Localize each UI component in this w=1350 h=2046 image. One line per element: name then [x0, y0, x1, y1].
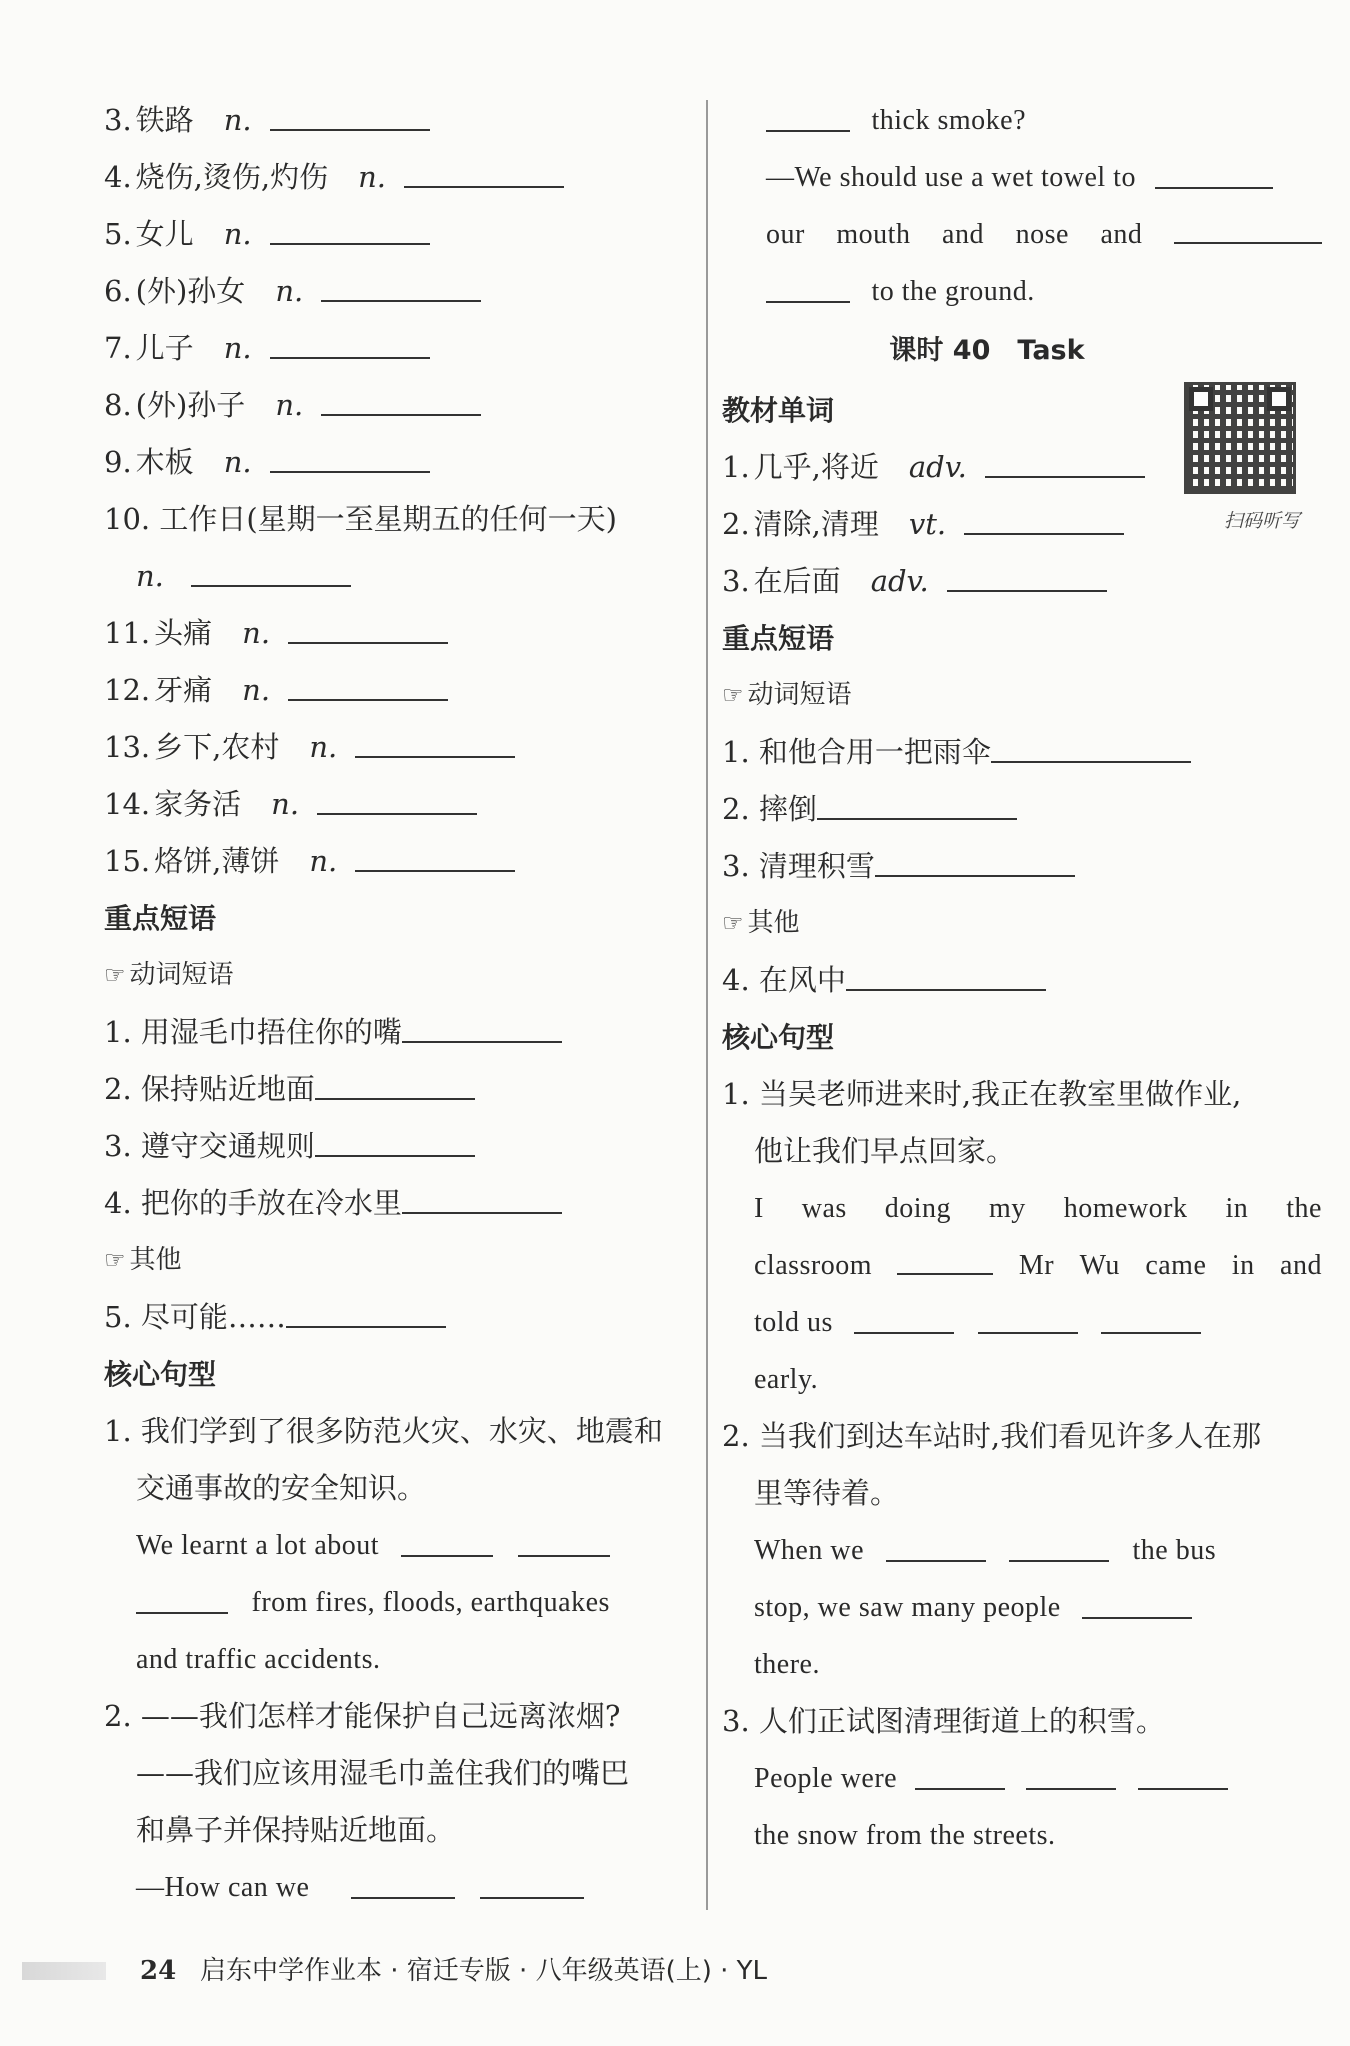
item-number: 6.: [104, 274, 132, 308]
phrase-chinese: 2. 保持贴近地面: [104, 1072, 315, 1106]
vocab-item: [104, 263, 694, 320]
phrase-chinese: 4. 在风中: [722, 963, 846, 997]
answer-blank[interactable]: [766, 130, 850, 132]
qr-label: 扫码听写: [1223, 510, 1300, 532]
sentence-chinese: 1. 当吴老师进来时,我正在教室里做作业,: [722, 1077, 1242, 1111]
vocab-chinese: 牙痛: [154, 673, 213, 707]
sentence-english: People were: [722, 1750, 1322, 1807]
answer-blank[interactable]: [991, 761, 1191, 763]
phrase-item: [104, 1061, 694, 1118]
vocab-item: [104, 206, 694, 263]
item-number: 11.: [104, 616, 151, 650]
sentence-word: mouth: [836, 219, 911, 250]
answer-blank[interactable]: [518, 1555, 610, 1557]
vocab-chinese: (外)孙女: [135, 274, 246, 308]
phrase-item: [104, 1289, 694, 1346]
answer-blank[interactable]: [1174, 242, 1322, 244]
phrase-item: [722, 781, 1322, 838]
answer-blank[interactable]: [978, 1332, 1078, 1334]
part-of-speech: n.: [358, 160, 387, 194]
vocab-item: [104, 320, 694, 377]
part-of-speech: n.: [136, 559, 164, 593]
part-of-speech: n.: [223, 331, 252, 365]
answer-blank[interactable]: [1138, 1788, 1228, 1790]
sentence-chinese: 1. 我们学到了很多防范火灾、水灾、地震和: [104, 1414, 663, 1448]
pointing-hand-icon: ☞: [722, 909, 744, 937]
answer-blank[interactable]: [270, 357, 430, 359]
vocab-section: [722, 382, 1322, 610]
vocab-list: [722, 439, 1322, 610]
answer-blank[interactable]: [964, 533, 1124, 535]
answer-blank[interactable]: [1155, 187, 1273, 189]
page-footer: [0, 1950, 1350, 2000]
sentence-english: We learnt a lot about: [104, 1517, 694, 1574]
sentence-english: the snow from the streets.: [754, 1820, 1056, 1851]
answer-blank[interactable]: [402, 1041, 562, 1043]
answer-blank[interactable]: [288, 642, 448, 644]
answer-blank[interactable]: [766, 301, 850, 303]
answer-blank[interactable]: [1082, 1617, 1192, 1619]
vocab-item: [104, 776, 694, 833]
vocab-chinese: 女儿: [135, 217, 194, 251]
part-of-speech: n.: [309, 844, 338, 878]
sentence-english: classroom Mr Wu came in and: [722, 1237, 1322, 1294]
sentence-word: was: [801, 1193, 847, 1224]
answer-blank[interactable]: [351, 1897, 455, 1899]
sentence-chinese: 2. 当我们到达车站时,我们看见许多人在那: [722, 1419, 1262, 1453]
section-heading: 重点短语: [104, 902, 217, 935]
answer-blank[interactable]: [286, 1326, 446, 1328]
phrase-chinese: 1. 用湿毛巾捂住你的嘴: [104, 1015, 402, 1049]
sentence-english: from fires, floods, earthquakes: [104, 1574, 694, 1631]
phrase-item: [722, 724, 1322, 781]
phrase-list: [104, 1289, 694, 1346]
answer-blank[interactable]: [288, 699, 448, 701]
sentence-word: in: [1231, 1250, 1255, 1281]
page-number: 24: [140, 1956, 177, 1986]
part-of-speech: n.: [271, 787, 300, 821]
vocab-item: [722, 553, 1322, 610]
answer-blank[interactable]: [854, 1332, 954, 1334]
answer-blank[interactable]: [404, 186, 564, 188]
sentence-word: our: [766, 219, 805, 250]
answer-blank[interactable]: [817, 818, 1017, 820]
phrase-list: [722, 952, 1322, 1009]
answer-blank[interactable]: [270, 243, 430, 245]
phrase-chinese: 2. 摔倒: [722, 792, 817, 826]
phrase-chinese: 5. 尽可能……: [104, 1300, 286, 1334]
answer-blank[interactable]: [401, 1555, 493, 1557]
vocab-chinese: 烧伤,烫伤,灼伤: [135, 160, 329, 194]
answer-blank[interactable]: [317, 813, 477, 815]
vocab-item: [104, 149, 694, 206]
sentence-english: [722, 206, 1322, 263]
part-of-speech: n.: [223, 217, 252, 251]
item-number: 1.: [722, 450, 750, 484]
vocab-list: [104, 605, 694, 890]
vocab-item: [104, 662, 694, 719]
sentence-word: nose: [1015, 219, 1069, 250]
item-number: 9.: [104, 445, 132, 479]
sentence-word: homework: [1063, 1193, 1188, 1224]
part-of-speech: n.: [223, 103, 252, 137]
answer-blank[interactable]: [355, 870, 515, 872]
sentence-english: —How can we: [104, 1859, 694, 1916]
part-of-speech: adv.: [870, 564, 929, 598]
vocab-item: [104, 719, 694, 776]
vocab-chinese: 几乎,将近: [753, 450, 879, 484]
vocab-chinese: 木板: [135, 445, 194, 479]
answer-blank[interactable]: [315, 1155, 475, 1157]
phrase-list: [104, 1004, 694, 1232]
vocab-chinese: 头痛: [154, 616, 213, 650]
phrase-item: [722, 838, 1322, 895]
item-number: 12.: [104, 673, 151, 707]
sentence-english: and traffic accidents.: [136, 1644, 381, 1675]
answer-blank[interactable]: [846, 989, 1046, 991]
part-of-speech: adv.: [908, 450, 967, 484]
section-heading: 核心句型: [104, 1358, 217, 1391]
sentence-word: Mr: [1018, 1250, 1055, 1281]
sentence-english: there.: [754, 1649, 820, 1680]
vocab-item: [104, 377, 694, 434]
item-number: 3.: [104, 103, 132, 137]
part-of-speech: n.: [242, 616, 271, 650]
lesson-title: 课时 40 Task: [889, 335, 1085, 366]
sentence-word: came: [1145, 1250, 1207, 1281]
sentence-english: told us: [722, 1294, 1322, 1351]
sentence-word: the: [1286, 1193, 1322, 1224]
sentence-chinese: 交通事故的安全知识。: [136, 1471, 427, 1505]
item-number: 8.: [104, 388, 132, 422]
vocab-item: [722, 439, 1322, 496]
pointing-hand-icon: ☞: [104, 961, 126, 989]
part-of-speech: n.: [275, 388, 304, 422]
column-divider: [706, 100, 708, 1910]
phrase-list: [722, 724, 1322, 895]
vocab-item: [104, 491, 694, 548]
footer-text: 启东中学作业本 · 宿迁专版 · 八年级英语(上) · YL: [200, 1956, 768, 1986]
vocab-chinese: 在后面: [753, 564, 841, 598]
answer-blank[interactable]: [270, 471, 430, 473]
vocab-item: [722, 496, 1322, 553]
right-column: [722, 92, 1322, 1864]
vocab-chinese: 10. 工作日(星期一至星期五的任何一天): [104, 502, 617, 536]
vocab-chinese: 家务活: [154, 787, 242, 821]
sentence-word: doing: [884, 1193, 952, 1224]
phrase-chinese: 3. 清理积雪: [722, 849, 875, 883]
answer-blank[interactable]: [915, 1788, 1005, 1790]
item-number: 7.: [104, 331, 132, 365]
footer-decoration: [22, 1962, 106, 1980]
sentence-english: thick smoke?: [722, 92, 1322, 149]
phrase-item: [104, 1118, 694, 1175]
answer-blank[interactable]: [985, 476, 1145, 478]
left-column: [104, 92, 694, 1916]
sentence-english: When we the bus: [754, 1535, 1217, 1566]
vocab-chinese: 清除,清理: [753, 507, 879, 541]
subsection-label: ☞ 其他: [104, 1245, 182, 1275]
sentence-english: stop, we saw many people: [722, 1579, 1322, 1636]
answer-blank[interactable]: [875, 875, 1075, 877]
item-number: 14.: [104, 787, 151, 821]
pointing-hand-icon: ☞: [722, 681, 744, 709]
sentence-chinese: ——我们应该用湿毛巾盖住我们的嘴巴: [136, 1756, 630, 1790]
item-number: 2.: [722, 507, 750, 541]
section-heading: 重点短语: [722, 622, 835, 655]
sentence-english: [722, 1180, 1322, 1237]
answer-blank[interactable]: [321, 414, 481, 416]
part-of-speech: n.: [242, 673, 271, 707]
answer-blank[interactable]: [270, 129, 430, 131]
sentence-chinese: 2. ——我们怎样才能保护自己远离浓烟?: [104, 1699, 621, 1733]
phrase-chinese: 4. 把你的手放在冷水里: [104, 1186, 402, 1220]
section-heading: 教材单词: [722, 394, 835, 427]
answer-blank[interactable]: [355, 756, 515, 758]
answer-blank[interactable]: [1026, 1788, 1116, 1790]
vocab-item: [104, 548, 694, 605]
section-heading: 核心句型: [722, 1021, 835, 1054]
sentence-word: Wu: [1079, 1250, 1120, 1281]
answer-blank[interactable]: [480, 1897, 584, 1899]
vocab-chinese: (外)孙子: [135, 388, 246, 422]
subsection-label: ☞ 动词短语: [104, 960, 234, 990]
phrase-item: [104, 1004, 694, 1061]
sentence-chinese: 3. 人们正试图清理街道上的积雪。: [722, 1704, 1165, 1738]
sentence-chinese: 和鼻子并保持贴近地面。: [136, 1813, 456, 1847]
item-number: 5.: [104, 217, 132, 251]
item-number: 15.: [104, 844, 151, 878]
sentence-english: —We should use a wet towel to: [722, 149, 1322, 206]
answer-blank[interactable]: [321, 300, 481, 302]
vocab-item: [104, 434, 694, 491]
sentence-english: to the ground.: [722, 263, 1322, 320]
vocab-item: [104, 92, 694, 149]
answer-blank[interactable]: [886, 1560, 986, 1562]
subsection-label: ☞ 动词短语: [722, 680, 852, 710]
sentence-word: and: [1280, 1250, 1322, 1281]
answer-blank[interactable]: [402, 1212, 562, 1214]
answer-blank[interactable]: [897, 1273, 993, 1275]
vocab-chinese: 乡下,农村: [154, 730, 280, 764]
subsection-label: ☞ 其他: [722, 908, 800, 938]
answer-blank[interactable]: [947, 590, 1107, 592]
answer-blank[interactable]: [1009, 1560, 1109, 1562]
vocab-chinese: 铁路: [135, 103, 194, 137]
sentence-word: and: [1100, 219, 1143, 250]
answer-blank[interactable]: [315, 1098, 475, 1100]
sentence-word: I: [754, 1193, 764, 1224]
part-of-speech: vt.: [908, 507, 947, 541]
sentence-word: in: [1225, 1193, 1249, 1224]
sentence-word: and: [942, 219, 984, 250]
item-number: 3.: [722, 564, 750, 598]
vocab-list: [104, 92, 694, 491]
phrase-item: [104, 1175, 694, 1232]
answer-blank[interactable]: [1101, 1332, 1201, 1334]
vocab-chinese: 儿子: [135, 331, 194, 365]
phrase-chinese: 1. 和他合用一把雨伞: [722, 735, 991, 769]
answer-blank[interactable]: [191, 585, 351, 587]
part-of-speech: n.: [223, 445, 252, 479]
sentence-chinese: 他让我们早点回家。: [754, 1134, 1016, 1168]
phrase-item: [722, 952, 1322, 1009]
item-number: 13.: [104, 730, 151, 764]
part-of-speech: n.: [309, 730, 338, 764]
sentence-chinese: 里等待着。: [754, 1476, 900, 1510]
vocab-item: [104, 833, 694, 890]
answer-blank[interactable]: [136, 1612, 228, 1614]
vocab-item: [104, 605, 694, 662]
item-number: 4.: [104, 160, 132, 194]
pointing-hand-icon: ☞: [104, 1246, 126, 1274]
part-of-speech: n.: [275, 274, 304, 308]
phrase-chinese: 3. 遵守交通规则: [104, 1129, 315, 1163]
sentence-word: my: [989, 1193, 1026, 1224]
sentence-english: early.: [754, 1364, 819, 1395]
vocab-chinese: 烙饼,薄饼: [154, 844, 280, 878]
